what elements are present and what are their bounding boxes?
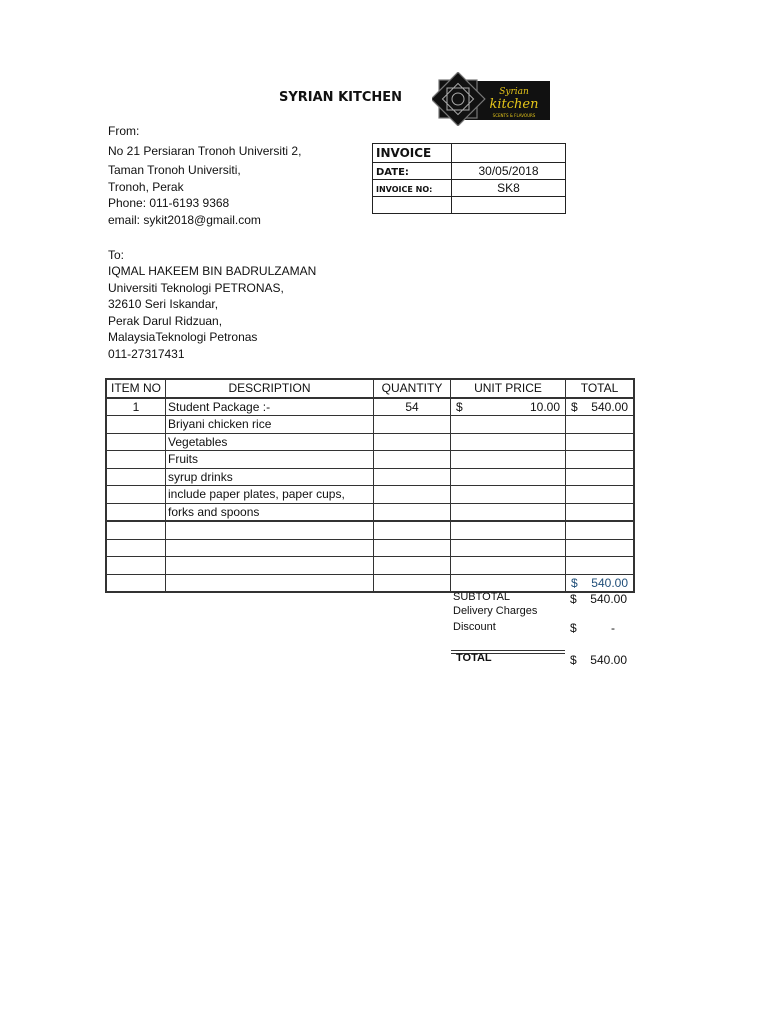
total-cell bbox=[566, 433, 635, 451]
description-cell bbox=[166, 539, 374, 557]
total-cell bbox=[566, 557, 635, 575]
column-header-quantity: QUANTITY bbox=[374, 379, 451, 398]
email-text: email: sykit2018@gmail.com bbox=[108, 213, 261, 227]
total-cell bbox=[566, 468, 635, 486]
item-no-cell bbox=[106, 433, 166, 451]
currency-symbol: $ bbox=[571, 399, 578, 414]
from-line: Tronoh, Perak bbox=[108, 180, 184, 194]
table-row bbox=[106, 433, 634, 451]
unit-price-cell bbox=[451, 398, 566, 416]
discount-value: $ - bbox=[570, 621, 615, 635]
description-cell bbox=[166, 521, 374, 539]
total-divider bbox=[451, 650, 565, 651]
description-cell: syrup drinks bbox=[166, 468, 374, 486]
description-cell: Student Package :- bbox=[166, 398, 374, 416]
column-header-description: DESCRIPTION bbox=[166, 379, 374, 398]
total-cell bbox=[566, 416, 635, 434]
items-table-body bbox=[106, 398, 634, 593]
item-no-cell bbox=[106, 451, 166, 469]
logo-text-kitchen: kitchen bbox=[489, 97, 539, 112]
to-line: MalaysiaTeknologi Petronas bbox=[108, 330, 258, 344]
logo-text-syrian: Syrian bbox=[499, 87, 529, 97]
delivery-charges-label: Delivery Charges bbox=[453, 605, 538, 617]
invoice-info-box bbox=[372, 143, 566, 214]
subtotal-label: SUBTOTAL bbox=[453, 591, 511, 603]
to-line: Perak Darul Ridzuan, bbox=[108, 314, 223, 328]
unit-price-cell bbox=[451, 539, 566, 557]
table-row bbox=[106, 503, 634, 521]
item-no-cell bbox=[106, 557, 166, 575]
quantity-cell bbox=[374, 539, 451, 557]
table-row bbox=[106, 521, 634, 539]
quantity-cell bbox=[374, 451, 451, 469]
currency-symbol: $ bbox=[570, 621, 577, 635]
description-cell: Vegetables bbox=[166, 433, 374, 451]
column-header-total: TOTAL bbox=[566, 379, 635, 398]
currency-symbol: $ bbox=[571, 575, 578, 590]
total-cell bbox=[566, 398, 635, 416]
quantity-cell bbox=[374, 557, 451, 575]
table-row bbox=[106, 574, 634, 592]
description-cell bbox=[166, 557, 374, 575]
unit-price-cell bbox=[451, 503, 566, 521]
to-label: To: bbox=[108, 248, 125, 262]
table-row bbox=[106, 398, 634, 416]
currency-symbol: $ bbox=[570, 592, 577, 606]
item-no-cell bbox=[106, 468, 166, 486]
discount-label: Discount bbox=[453, 621, 496, 633]
table-row bbox=[106, 416, 634, 434]
unit-price-value: 10.00 bbox=[529, 399, 560, 414]
quantity-cell bbox=[374, 503, 451, 521]
currency-symbol: $ bbox=[570, 653, 577, 667]
subtotal-value: $ 540.00 bbox=[570, 592, 627, 606]
invoice-number: SK8 bbox=[452, 180, 566, 197]
total-cell bbox=[566, 486, 635, 504]
total-cell bbox=[566, 574, 635, 592]
quantity-cell bbox=[374, 433, 451, 451]
table-row bbox=[106, 451, 634, 469]
grand-total-value: $ 540.00 bbox=[570, 653, 627, 667]
recipient-name: IQMAL HAKEEM BIN BADRULZAMAN bbox=[108, 264, 317, 278]
total-label: TOTAL bbox=[456, 652, 492, 664]
items-table bbox=[105, 378, 635, 593]
unit-price-cell bbox=[451, 468, 566, 486]
company-name: SYRIAN KITCHEN bbox=[279, 90, 403, 105]
unit-price-cell bbox=[451, 486, 566, 504]
invoice-heading: INVOICE bbox=[376, 146, 432, 160]
invoice-number-label: INVOICE NO: bbox=[376, 185, 433, 194]
quantity-cell bbox=[374, 416, 451, 434]
item-no-cell bbox=[106, 486, 166, 504]
from-line: No 21 Persiaran Tronoh Universiti 2, bbox=[108, 144, 302, 158]
description-cell: Briyani chicken rice bbox=[166, 416, 374, 434]
item-no-cell bbox=[106, 416, 166, 434]
total-cell bbox=[566, 521, 635, 539]
line-total-value: 540.00 bbox=[591, 575, 628, 590]
quantity-cell bbox=[374, 468, 451, 486]
table-row bbox=[106, 486, 634, 504]
invoice-date: 30/05/2018 bbox=[452, 163, 566, 180]
unit-price-cell bbox=[451, 451, 566, 469]
total-cell bbox=[566, 503, 635, 521]
to-line: Universiti Teknologi PETRONAS, bbox=[108, 281, 284, 295]
line-total-value: 540.00 bbox=[591, 399, 628, 414]
recipient-phone: 011-27317431 bbox=[108, 347, 185, 361]
item-no-cell bbox=[106, 574, 166, 592]
unit-price-cell bbox=[451, 557, 566, 575]
unit-price-cell bbox=[451, 416, 566, 434]
item-no-cell bbox=[106, 503, 166, 521]
date-label: DATE: bbox=[376, 167, 409, 178]
logo-tagline: SCENTS & FLAVOURS bbox=[492, 113, 536, 118]
phone-text: Phone: 011-6193 9368 bbox=[108, 196, 230, 210]
unit-price-cell bbox=[451, 521, 566, 539]
item-no-cell bbox=[106, 521, 166, 539]
company-logo bbox=[432, 72, 552, 126]
unit-price-cell bbox=[451, 574, 566, 592]
from-line: Taman Tronoh Universiti, bbox=[108, 163, 241, 177]
quantity-cell bbox=[374, 486, 451, 504]
table-row bbox=[106, 539, 634, 557]
total-cell bbox=[566, 451, 635, 469]
from-label: From: bbox=[108, 124, 140, 138]
quantity-cell bbox=[374, 521, 451, 539]
table-row bbox=[106, 468, 634, 486]
column-header-unit-price: UNIT PRICE bbox=[451, 379, 566, 398]
description-cell: include paper plates, paper cups, bbox=[166, 486, 374, 504]
description-cell bbox=[166, 574, 374, 592]
table-row bbox=[106, 557, 634, 575]
description-cell: forks and spoons bbox=[166, 503, 374, 521]
column-header-item-no: ITEM NO bbox=[106, 379, 166, 398]
item-no-cell: 1 bbox=[106, 398, 166, 416]
quantity-cell bbox=[374, 574, 451, 592]
total-cell bbox=[566, 539, 635, 557]
quantity-cell: 54 bbox=[374, 398, 451, 416]
currency-symbol: $ bbox=[456, 399, 463, 414]
item-no-cell bbox=[106, 539, 166, 557]
unit-price-cell bbox=[451, 433, 566, 451]
description-cell: Fruits bbox=[166, 451, 374, 469]
to-line: 32610 Seri Iskandar, bbox=[108, 297, 219, 311]
